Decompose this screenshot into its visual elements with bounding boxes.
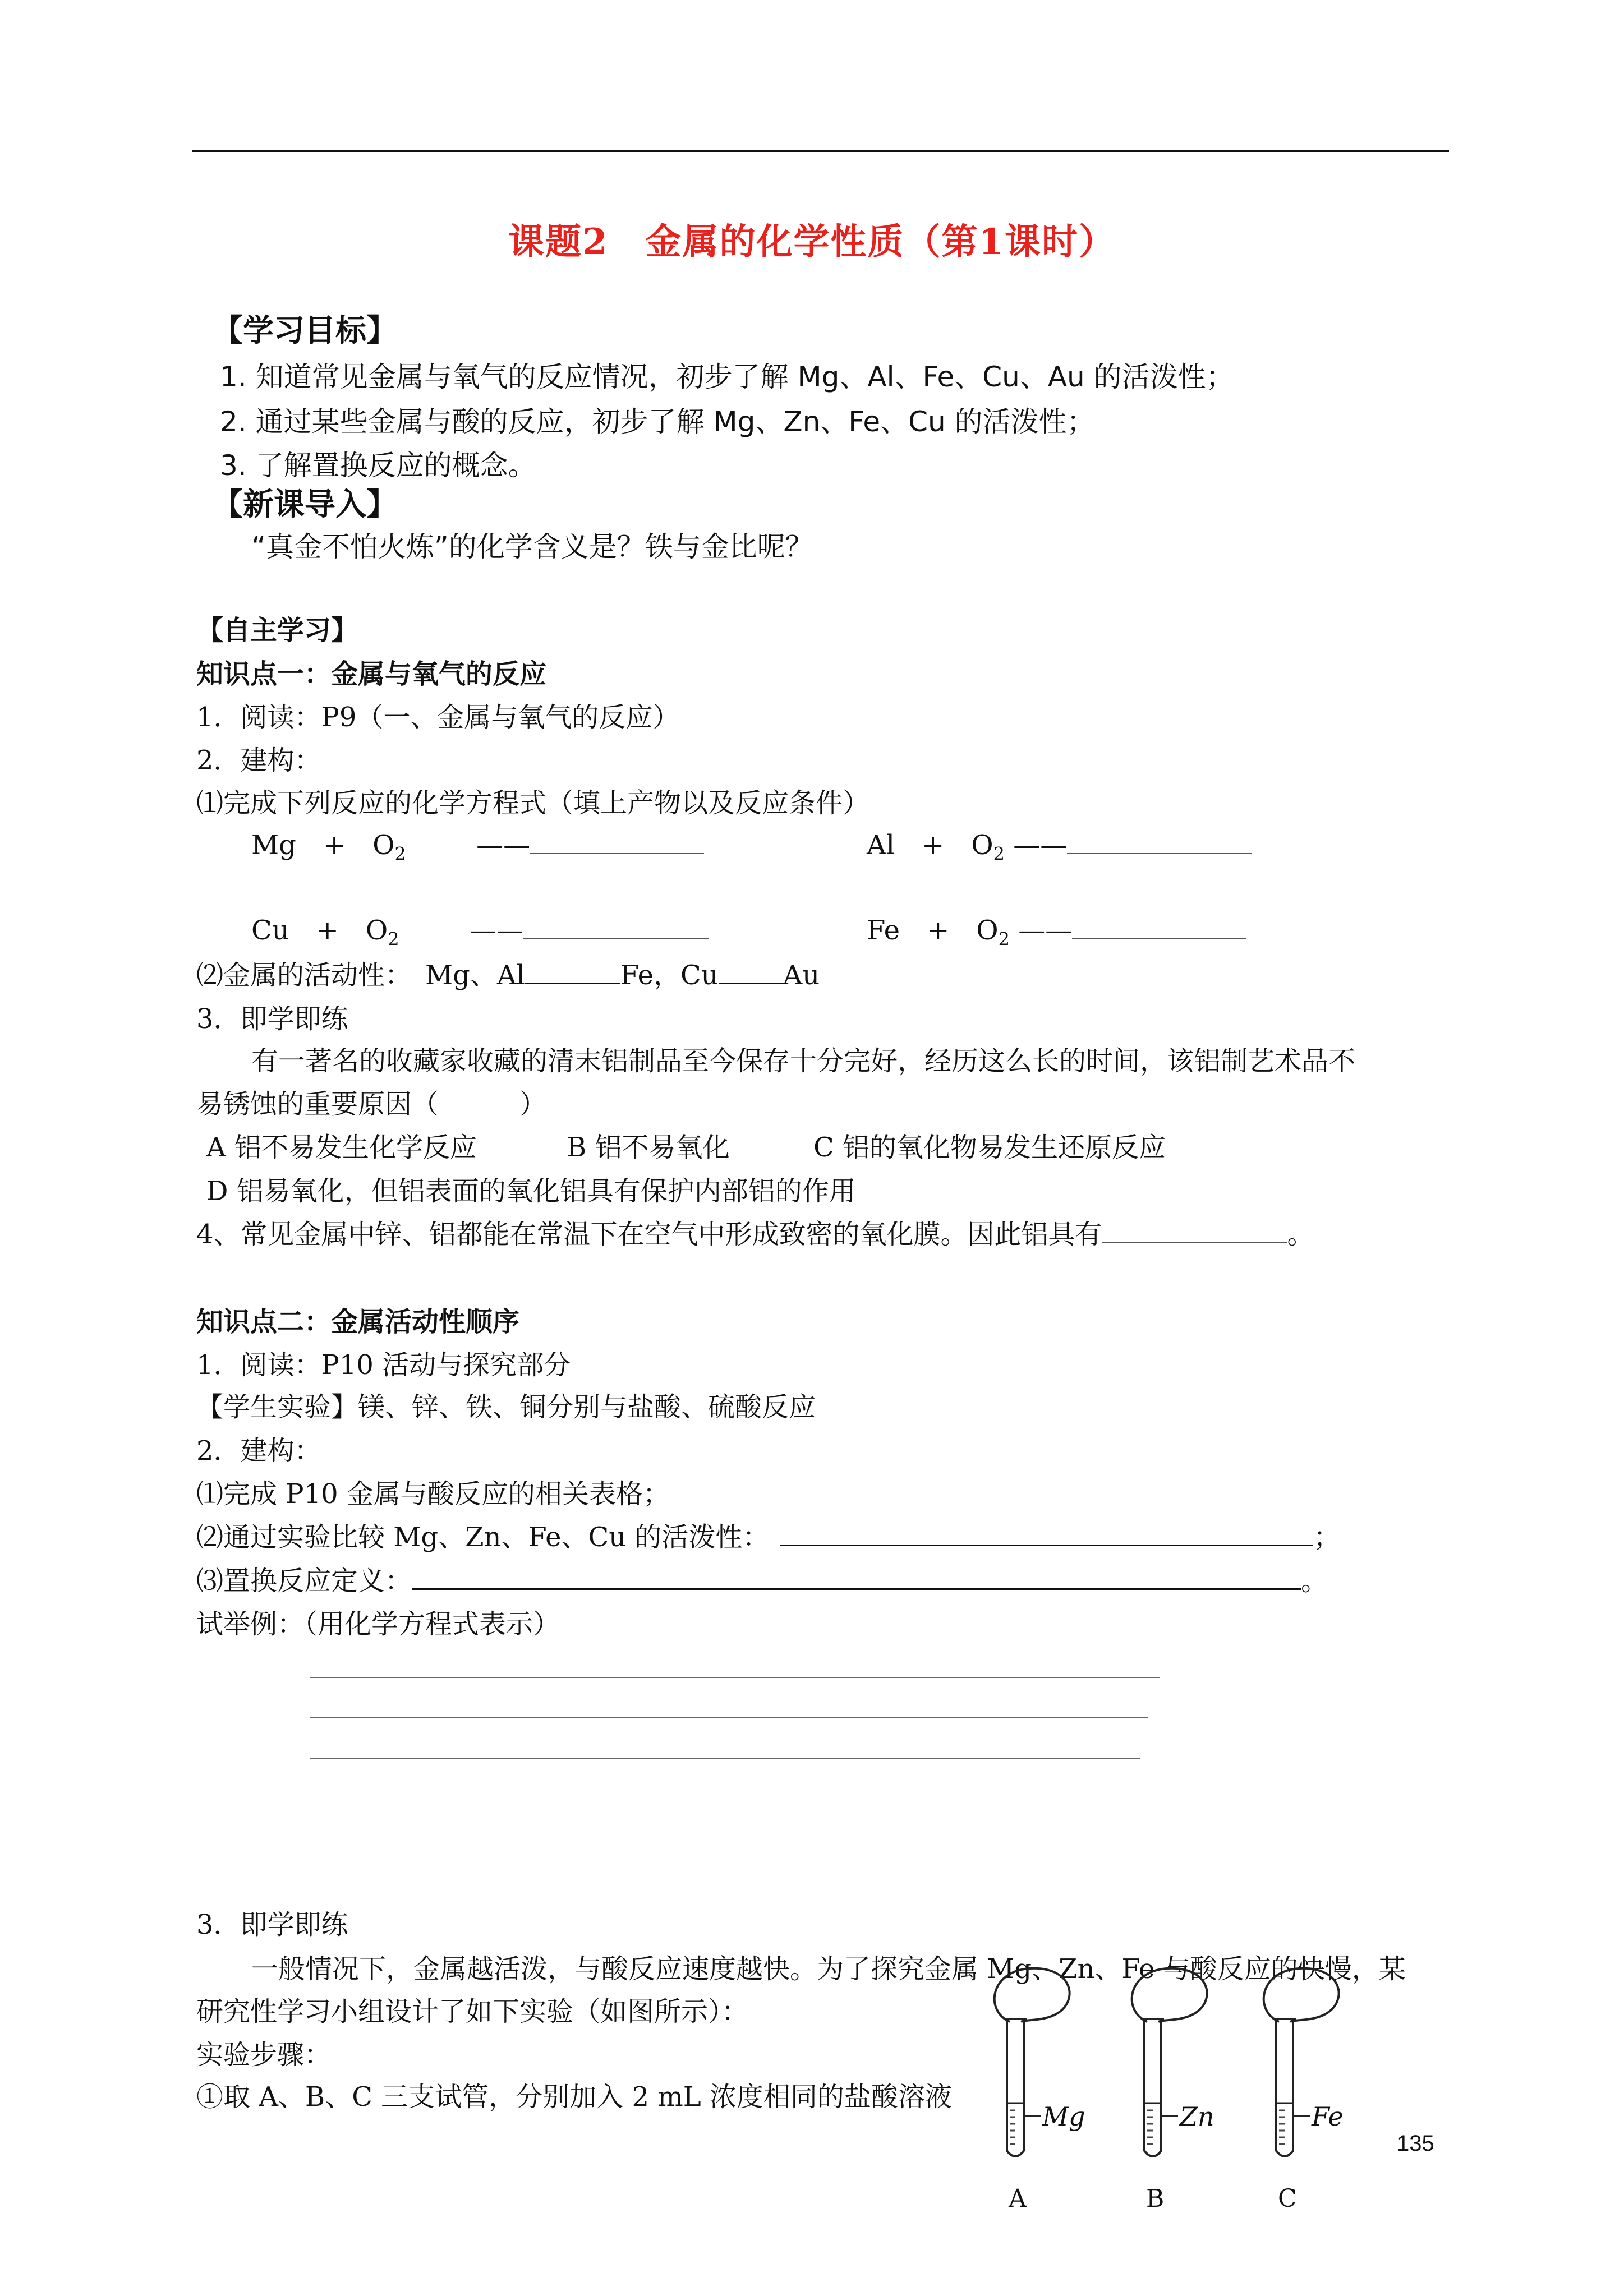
kp1-read: 1．阅读：P9（一、金属与氧气的反应） — [196, 702, 680, 733]
answer-blank[interactable] — [412, 1588, 1301, 1590]
kp2-task1: ⑴完成 P10 金属与酸反应的相关表格； — [196, 1478, 670, 1510]
kp1-activity: ⑵金属的活动性： Mg、Al Fe，Cu Au — [196, 960, 820, 991]
answer-blank[interactable] — [1102, 1242, 1287, 1243]
kp2-practice-q1: 一般情况下，金属越活泼，与酸反应速度越快。为了探究金属 Mg、Zn、Fe 与酸反应的快慢，某 — [251, 1953, 1406, 1985]
example-line[interactable] — [310, 1677, 1160, 1678]
option-b: B 铝不易氧化 — [567, 1132, 730, 1163]
test-tube-a — [995, 1968, 1085, 2213]
tube-label: C — [1278, 2184, 1297, 2213]
kp1-practice-q1: 有一著名的收藏家收藏的清末铝制品至今保存十分完好，经历这么长的时间，该铝制艺术品不 — [251, 1045, 1356, 1077]
metal-label: Zn — [1180, 2101, 1214, 2132]
page-title: 课题2 金属的化学性质（第1课时） — [508, 221, 1116, 263]
option-a: A 铝不易发生化学反应 — [206, 1132, 477, 1163]
metal-label: Mg — [1042, 2101, 1085, 2132]
kp1-task1: ⑴完成下列反应的化学方程式（填上产物以及反应条件） — [196, 787, 870, 819]
kp2-read: 1．阅读：P10 活动与探究部分 — [196, 1349, 571, 1381]
page-number: 135 — [1397, 2131, 1434, 2156]
header-rule — [192, 150, 1449, 152]
kp1-build: 2．建构： — [196, 745, 321, 776]
tube-label: B — [1146, 2184, 1165, 2213]
test-tube-c — [1264, 1968, 1344, 2213]
equation-fe: Fe + $O_2$ —— — [867, 909, 1246, 950]
answer-blank[interactable] — [525, 983, 620, 984]
kp1-q4: 4、常见金属中锌、铝都能在常温下在空气中形成致密的氧化膜。因此铝具有 。 — [196, 1219, 1314, 1250]
answer-blank[interactable] — [780, 1545, 1313, 1546]
answer-blank[interactable] — [719, 983, 783, 984]
option-c: C 铝的氧化物易发生还原反应 — [813, 1132, 1166, 1163]
metal-label: Fe — [1312, 2101, 1344, 2132]
kp2-build: 2．建构： — [196, 1435, 321, 1467]
kp2-task2: ⑵通过实验比较 Mg、Zn、Fe、Cu 的活泼性： ； — [196, 1522, 1341, 1553]
equation-cu: Cu + $O_2$ —— — [251, 909, 709, 950]
objective-item: 1. 知道常见金属与氧气的反应情况，初步了解 Mg、Al、Fe、Cu、Au 的活泼性； — [220, 361, 1234, 393]
answer-blank[interactable] — [1072, 938, 1246, 939]
answer-blank[interactable] — [1067, 853, 1252, 854]
objectives-heading: 【学习目标】 — [212, 312, 398, 348]
self-study-heading: 【自主学习】 — [196, 615, 358, 646]
tube-label: A — [1009, 2184, 1027, 2213]
kp2-steps-label: 实验步骤： — [196, 2039, 332, 2071]
kp2-experiment: 【学生实验】镁、锌、铁、铜分别与盐酸、硫酸反应 — [196, 1391, 816, 1423]
equation-mg: Mg + $O_2$ —— — [251, 823, 704, 865]
kp2-title: 知识点二：金属活动性顺序 — [196, 1306, 520, 1338]
kp1-practice: 3．即学即练 — [196, 1003, 348, 1035]
kp2-practice: 3．即学即练 — [196, 1909, 348, 1940]
kp2-task3: ⑶置换反应定义： 。 — [196, 1565, 1328, 1597]
example-line[interactable] — [310, 1717, 1148, 1718]
answer-blank[interactable] — [523, 938, 709, 939]
equation-al: Al + $O_2$ —— — [867, 823, 1252, 865]
example-line[interactable] — [310, 1758, 1140, 1759]
objective-item: 3. 了解置换反应的概念。 — [220, 449, 536, 482]
objective-item: 2. 通过某些金属与酸的反应，初步了解 Mg、Zn、Fe、Cu 的活泼性； — [220, 405, 1095, 438]
kp2-step1: ①取 A、B、C 三支试管，分别加入 2 mL 浓度相同的盐酸溶液 — [196, 2081, 952, 2113]
kp1-title: 知识点一：金属与氧气的反应 — [196, 658, 547, 690]
kp2-practice-q2: 研究性学习小组设计了如下实验（如图所示）： — [196, 1996, 749, 2027]
kp1-practice-q2: 易锈蚀的重要原因（ ） — [196, 1089, 547, 1120]
test-tube-figure — [976, 1966, 1369, 2229]
intro-question: “真金不怕火炼”的化学含义是？铁与金比呢？ — [251, 531, 813, 563]
intro-heading: 【新课导入】 — [212, 486, 398, 522]
test-tube-b — [1132, 1968, 1214, 2213]
option-d: D 铝易氧化，但铝表面的氧化铝具有保护内部铝的作用 — [206, 1175, 856, 1207]
kp2-example: 试举例：（用化学方程式表示） — [196, 1608, 560, 1640]
answer-blank[interactable] — [530, 853, 704, 854]
